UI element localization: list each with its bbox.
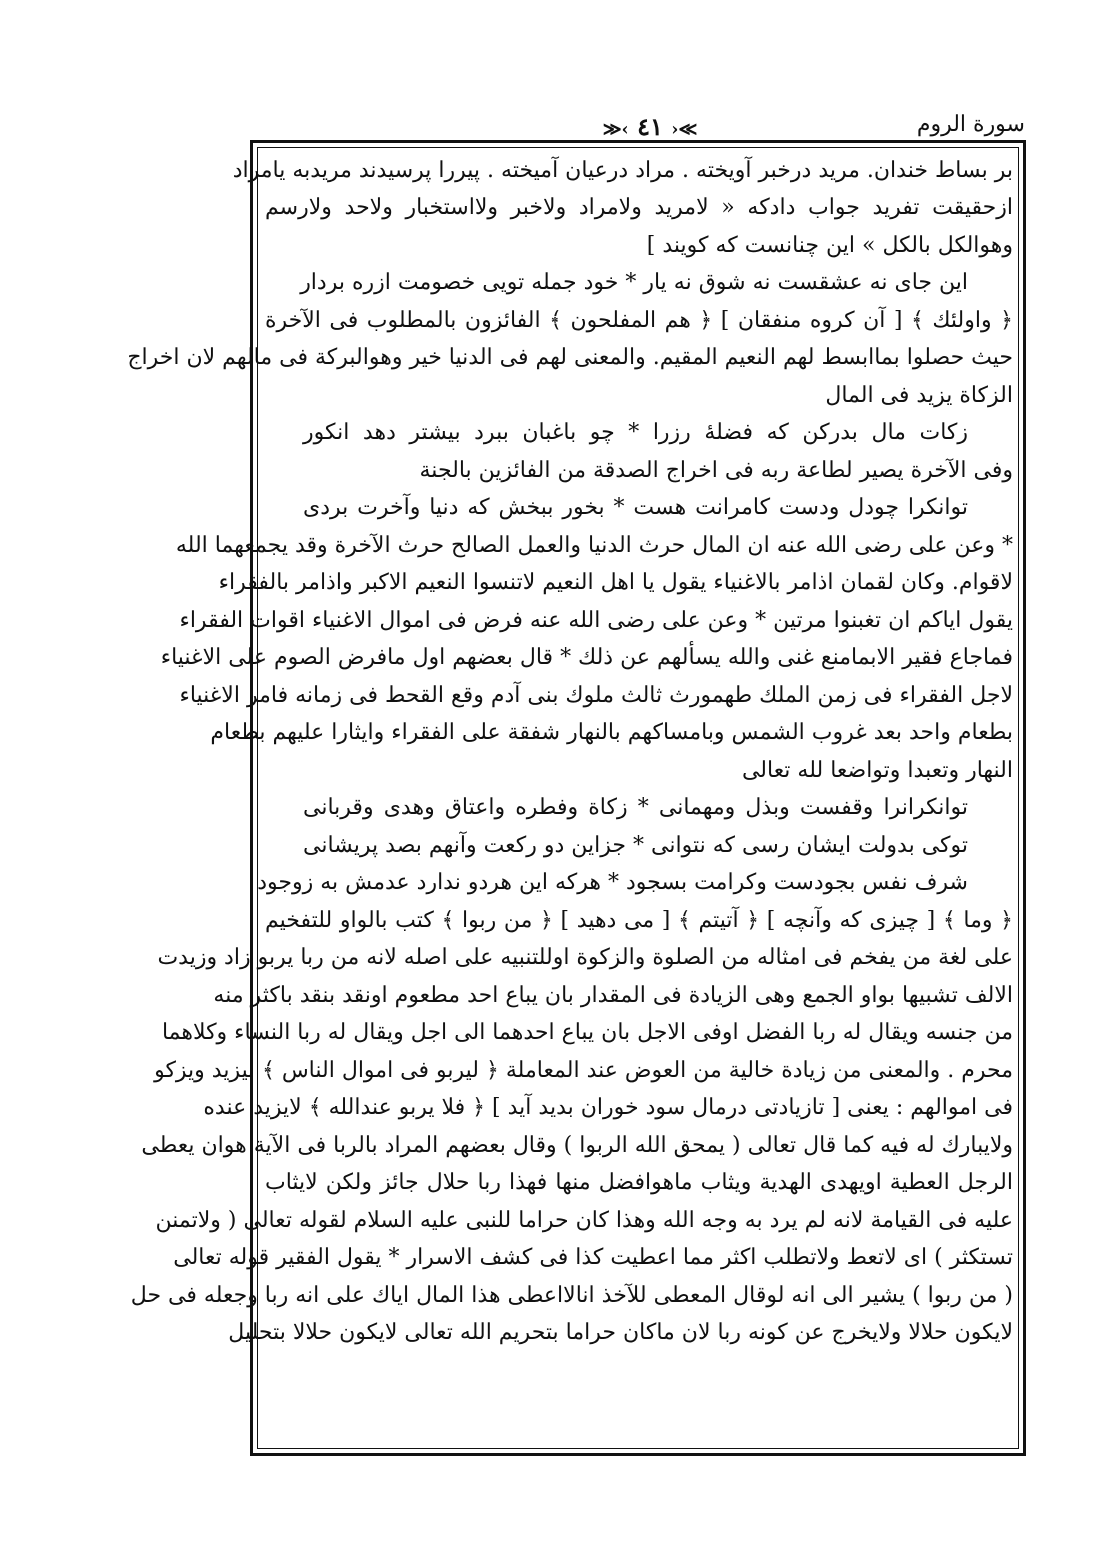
text-line: لاجل الفقراء فى زمن الملك طهمورث ثالث ملوك بنى آدم وقع القحط فى زمانه فامر الاغنياء (179, 683, 1013, 708)
text-line: وفى الآخرة يصير لطاعة ربه فى اخراج الصدقة من الفائزين بالجنة (419, 458, 1013, 483)
text-line: ازحقيقت تفريد جواب دادكه « لامريد ولامراد ولاخبر ولااستخبار ولاحد ولارسم (265, 195, 1013, 220)
text-line: * وعن على رضى الله عنه ان المال حرث الدنيا والعمل الصالح حرث الآخرة وقد يجمعهما الله (175, 533, 1013, 558)
verse-line: زكات مال بدركن كه فضلهٔ رزرا * چو باغبان ببرد بيشتر دهد انكور (303, 420, 968, 445)
text-line: الالف تشبيها بواو الجمع وهى الزيادة فى المقدار بان يباع احد مطعوم اونقد بنقد باكثر منه (213, 983, 1013, 1008)
text-line: ولايبارك له فيه كما قال تعالى ( يمحق الله الربوا ) وقال بعضهم المراد بالربا فى الآية هوان يعطى (141, 1133, 1013, 1158)
text-line: بر بساط خندان. مريد درخبر آويخته . مراد درعيان آميخته . پيررا پرسيدند مريدبه يامراد (232, 158, 1013, 183)
page-number-text: ٤١ (637, 112, 663, 141)
text-line: الرجل العطية اويهدى الهدية ويثاب ماهوافضل منها فهذا ربا حلال جائز ولكن لايثاب (265, 1170, 1013, 1195)
ornament-left-icon: ›≪ (671, 119, 698, 140)
text-line: تستكثر ) اى لاتعط ولاتطلب اكثر مما اعطيت كذا فى كشف الاسرار * يقول الفقير قوله تعالى (173, 1245, 1013, 1270)
text-line: على لغة من يفخم فى امثاله من الصلوة والزكوة اوللتنبيه على اصله لانه من ربا يربو زاد وزيدت (157, 945, 1013, 970)
verse-line: توانكرانرا وقفست وبذل ومهمانى * زكاة وفطره واعتاق وهدى وقربانى (303, 795, 968, 820)
text-line: محرم . والمعنى من زيادة خالية من العوض عند المعاملة ﴿ ليربو فى اموال الناس ﴾ ليزيد ويزكو (154, 1058, 1013, 1083)
text-line: الزكاة يزيد فى المال (825, 383, 1013, 408)
text-line: ﴿ وما ﴾ [ چيزى كه وآنچه ] ﴿ آتيتم ﴾ [ مى دهيد ] ﴿ من ربوا ﴾ كتب بالواو للتفخيم (265, 908, 1013, 933)
page-header (255, 112, 1025, 142)
ornament-right-icon: ≫‹ (602, 119, 629, 140)
text-line: عليه فى القيامة لانه لم يرد به وجه الله وهذا كان حراما للنبى عليه السلام لقوله تعالى ( ولاتمنن (155, 1208, 1013, 1233)
body-text (127, 150, 1013, 1450)
text-line: حيث حصلوا بماابسط لهم النعيم المقيم. والمعنى لهم فى الدنيا خير وهوالبركة فى مالهم لان اخراج (127, 345, 1013, 370)
text-line: ﴿ واولئك ﴾ [ آن كروه منفقان ] ﴿ هم المفلحون ﴾ الفائزون بالمطلوب فى الآخرة (265, 308, 1013, 333)
text-line: بطعام واحد بعد غروب الشمس وبامساكهم بالنهار شفقة على الفقراء وايثارا عليهم بطعام (210, 720, 1013, 745)
verse-line: توانكرا چودل ودست كامرانت هست * بخور ببخش كه دنيا وآخرت بردى (303, 495, 968, 520)
text-line: لايكون حلالا ولايخرج عن كونه ربا لان ماكان حراما بتحريم الله تعالى لايكون حلالا بتحليل (228, 1320, 1013, 1345)
verse-line: شرف نفس بجودست وكرامت بسجود * هركه اين هردو ندارد عدمش به زوجود (257, 870, 968, 895)
page-number (595, 112, 705, 141)
text-line: وهوالكل بالكل » اين چنانست كه كويند ] (646, 233, 1013, 258)
text-line: النهار وتعبدا وتواضعا لله تعالى (741, 758, 1013, 783)
text-line: فى اموالهم : يعنى [ تازيادتى درمال سود خوران بديد آيد ] ﴿ فلا يربو عندالله ﴾ لايزيد عنده (203, 1095, 1013, 1120)
text-line: يقول اياكم ان تغبنوا مرتين * وعن على رضى الله عنه فرض فى اموال الاغنياء اقوات الفقراء (179, 608, 1013, 633)
surah-name: سورة الروم (916, 112, 1025, 137)
text-line: فماجاع فقير الابمامنع غنى والله يسألهم عن ذلك * قال بعضهم اول مافرض الصوم على الاغنياء (160, 645, 1013, 670)
text-line: من جنسه ويقال له ربا الفضل اوفى الاجل بان يباع احدهما الى اجل ويقال له ربا النساء وكلاهما (161, 1020, 1013, 1045)
verse-line: توكى بدولت ايشان رسى كه نتوانى * جزاين دو ركعت وآنهم بصد پريشانى (303, 833, 968, 858)
verse-line: اين جاى نه عشقست نه شوق نه يار * خود جمله تويى خصومت ازره بردار (300, 270, 968, 295)
text-line: لاقوام. وكان لقمان اذامر بالاغنياء يقول يا اهل النعيم لاتنسوا النعيم الاكبر واذامر بالفقراء (218, 570, 1013, 595)
text-line: ( من ربوا ) يشير الى انه لوقال المعطى للآخذ انالااعطى هذا المال اياك على انه ربا وجعله فى حل (130, 1283, 1013, 1308)
